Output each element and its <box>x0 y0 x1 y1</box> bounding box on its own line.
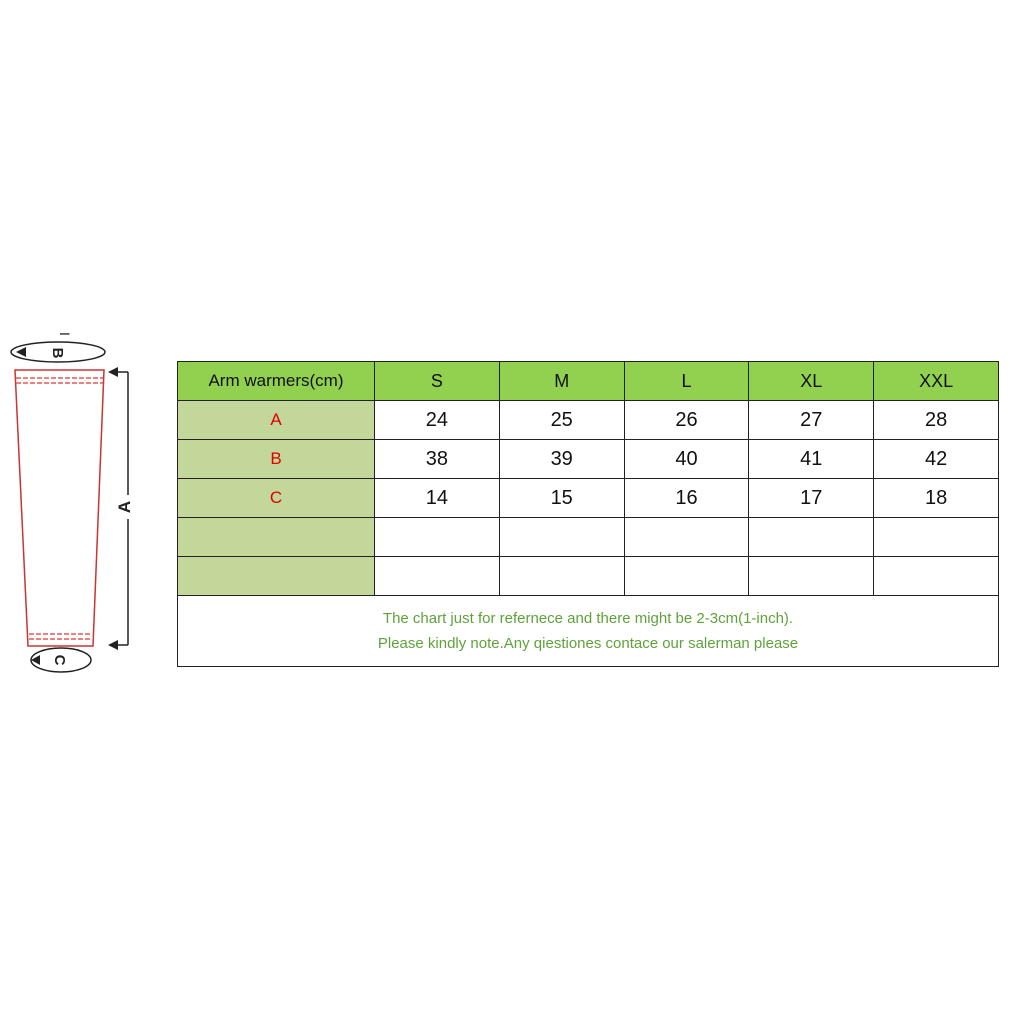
value-cell <box>624 518 749 557</box>
note-line-1: The chart just for refernece and there might be 2-3cm(1-inch). <box>382 610 794 627</box>
row-label-b: B <box>178 440 375 479</box>
value-cell: 15 <box>499 479 624 518</box>
value-cell <box>375 518 500 557</box>
header-row <box>178 362 999 401</box>
arm-warmer-diagram <box>0 0 180 700</box>
value-cell: 27 <box>749 401 874 440</box>
value-cell <box>499 518 624 557</box>
value-cell <box>499 557 624 596</box>
a-bottom-arrow-head <box>108 640 118 650</box>
value-cell <box>624 557 749 596</box>
header-label: Arm warmers(cm) <box>178 362 375 401</box>
table-row <box>178 440 999 479</box>
top-tick-mark: I <box>57 332 73 336</box>
size-chart-table <box>177 361 999 667</box>
size-header-xl: XL <box>749 362 874 401</box>
size-header-m: M <box>499 362 624 401</box>
value-cell <box>749 557 874 596</box>
value-cell: 16 <box>624 479 749 518</box>
value-cell <box>874 557 999 596</box>
value-cell: 41 <box>749 440 874 479</box>
value-cell: 28 <box>874 401 999 440</box>
row-label-a: A <box>178 401 375 440</box>
table-row <box>178 479 999 518</box>
value-cell: 40 <box>624 440 749 479</box>
label-c: C <box>51 654 68 666</box>
value-cell <box>749 518 874 557</box>
sleeve-outline <box>15 370 104 646</box>
note-row <box>178 596 999 667</box>
value-cell: 38 <box>375 440 500 479</box>
row-label-empty <box>178 518 375 557</box>
size-header-xxl: XXL <box>874 362 999 401</box>
table-row <box>178 401 999 440</box>
value-cell: 17 <box>749 479 874 518</box>
value-cell: 18 <box>874 479 999 518</box>
note-line-2: Please kindly note.Any qiestiones contace our salerman please <box>377 635 799 652</box>
value-cell <box>375 557 500 596</box>
table-row-empty <box>178 557 999 596</box>
label-b: B <box>49 347 66 359</box>
label-a: A <box>115 500 134 514</box>
value-cell <box>874 518 999 557</box>
value-cell: 14 <box>375 479 500 518</box>
value-cell: 39 <box>499 440 624 479</box>
b-arrow-head <box>16 347 26 357</box>
row-label-empty <box>178 557 375 596</box>
value-cell: 26 <box>624 401 749 440</box>
size-header-l: L <box>624 362 749 401</box>
size-header-s: S <box>375 362 500 401</box>
table-row-empty <box>178 518 999 557</box>
row-label-c: C <box>178 479 375 518</box>
a-top-arrow-head <box>108 367 118 377</box>
value-cell: 42 <box>874 440 999 479</box>
value-cell: 25 <box>499 401 624 440</box>
value-cell: 24 <box>375 401 500 440</box>
note-cell <box>178 596 999 667</box>
